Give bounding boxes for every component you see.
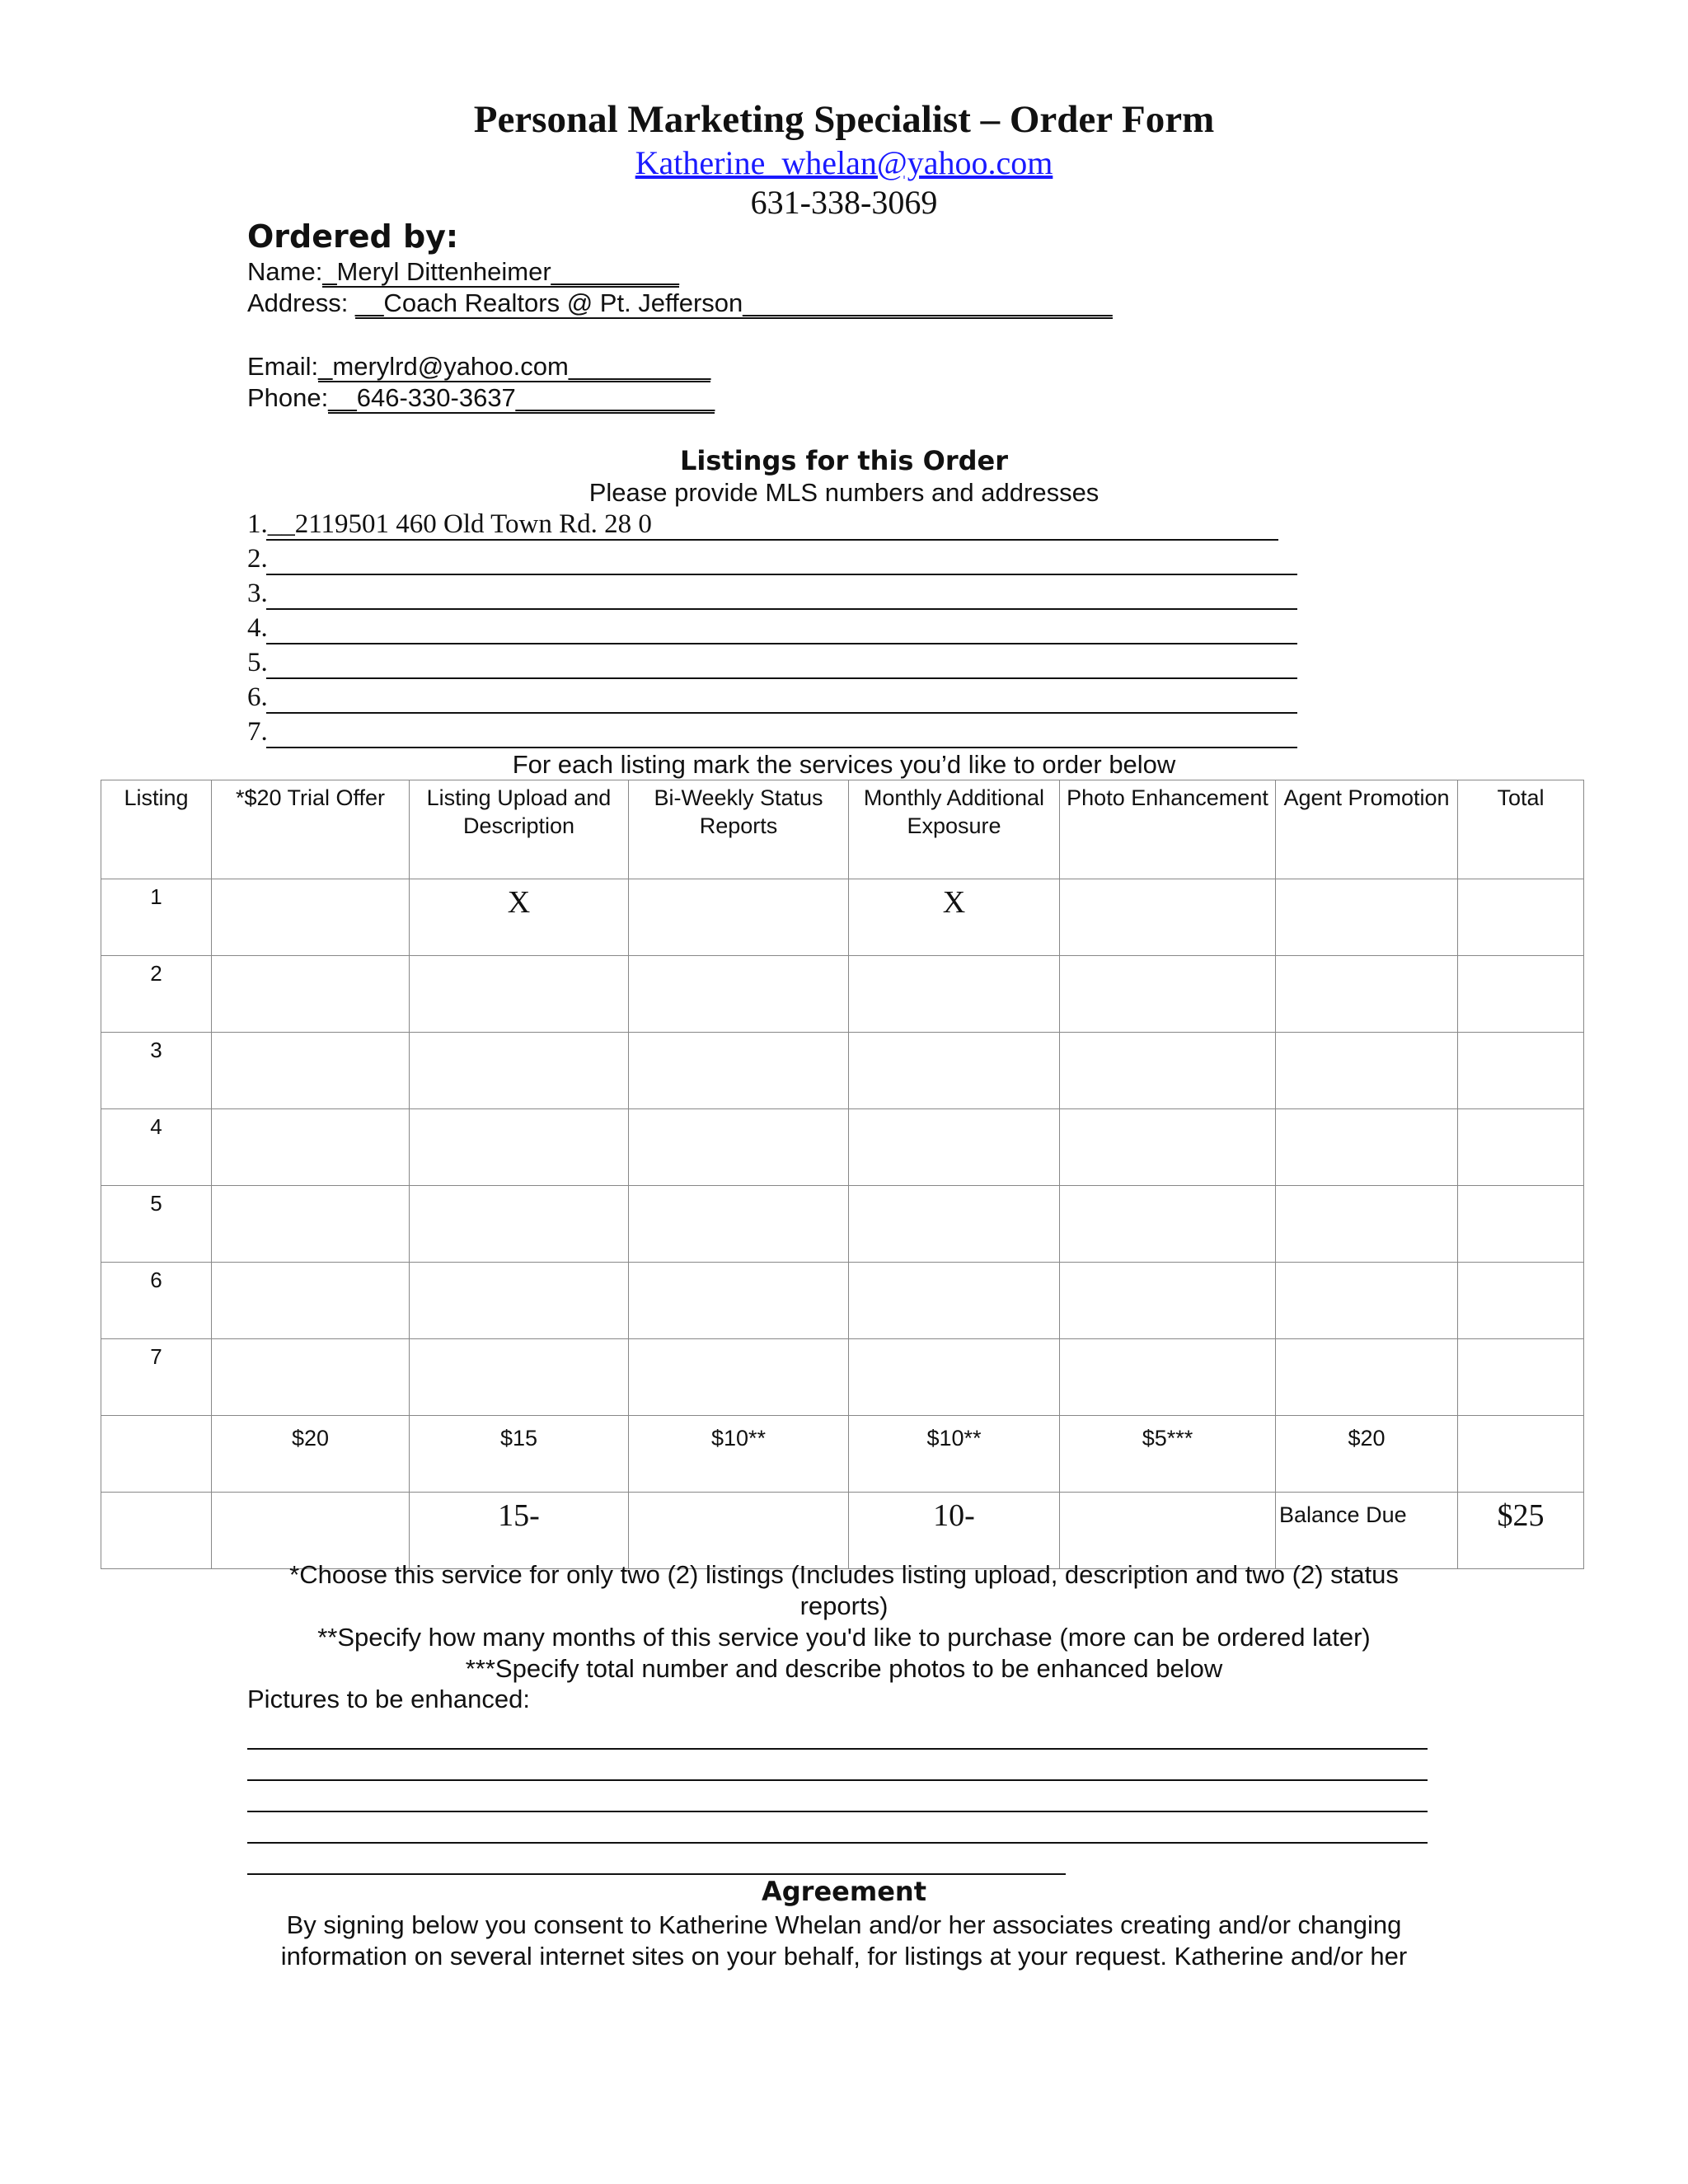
cell-total[interactable] (1458, 1339, 1584, 1416)
listings-heading: Listings for this Order (680, 445, 1008, 476)
cell-photo[interactable] (1060, 879, 1276, 956)
cell-agent[interactable] (1276, 1263, 1458, 1339)
cell-upload[interactable] (410, 1109, 629, 1186)
col-header-listing: Listing (101, 780, 212, 879)
table-row (101, 1109, 1584, 1186)
cell-total[interactable] (1458, 1186, 1584, 1263)
page-title: Personal Marketing Specialist – Order Form (473, 98, 1215, 141)
table-row (101, 1263, 1584, 1339)
cell-agent[interactable] (1276, 1109, 1458, 1186)
listing-line-6: 6. (247, 682, 268, 712)
email-field[interactable]: _merylrd@yahoo.com__________ (318, 352, 711, 381)
pictures-line-3[interactable] (247, 1811, 1428, 1812)
row-listing-number: 4 (101, 1109, 212, 1186)
cell-trial[interactable] (212, 1186, 410, 1263)
row-listing-number: 3 (101, 1033, 212, 1109)
pictures-line-5[interactable] (247, 1873, 1066, 1875)
cell-status[interactable] (629, 1033, 849, 1109)
cell-upload[interactable]: X (410, 879, 629, 956)
col-header-total: Total (1458, 780, 1584, 879)
price-total (1458, 1416, 1584, 1493)
months-note: **Specify how many months of this service you'd like to purchase (more can be ordered later) (317, 1623, 1371, 1652)
cell-exposure[interactable] (849, 1186, 1060, 1263)
phone-row (247, 383, 715, 414)
cell-trial[interactable] (212, 956, 410, 1033)
col-header-status-reports: Bi-Weekly Status Reports (629, 780, 849, 879)
subtotal-status[interactable] (629, 1493, 849, 1569)
row-listing-number: 6 (101, 1263, 212, 1339)
col-header-trial-offer: *$20 Trial Offer (212, 780, 410, 879)
phone-label: Phone: (247, 383, 329, 412)
cell-agent[interactable] (1276, 956, 1458, 1033)
contact-phone: 631-338-3069 (750, 184, 938, 221)
listing-line-2: 2. (247, 544, 268, 574)
balance-due-value[interactable]: $25 (1458, 1493, 1584, 1569)
cell-photo[interactable] (1060, 1263, 1276, 1339)
listing-underline-1 (266, 539, 1278, 541)
table-row (101, 879, 1584, 956)
cell-photo[interactable] (1060, 956, 1276, 1033)
email-label: Email: (247, 352, 319, 381)
cell-status[interactable] (629, 1109, 849, 1186)
cell-status[interactable] (629, 879, 849, 956)
agreement-text-line-2: information on several internet sites on your behalf, for listings at your request. Katherine and/or her (280, 1942, 1408, 1971)
cell-status[interactable] (629, 1263, 849, 1339)
row-listing-number: 7 (101, 1339, 212, 1416)
address-field[interactable]: __Coach Realtors @ Pt. Jefferson__________________________ (354, 288, 1113, 317)
table-row (101, 1339, 1584, 1416)
price-listing-upload: $15 (410, 1416, 629, 1493)
cell-agent[interactable] (1276, 1339, 1458, 1416)
cell-total[interactable] (1458, 956, 1584, 1033)
address-label: Address: (247, 288, 355, 317)
agreement-heading: Agreement (762, 1876, 926, 1907)
cell-agent[interactable] (1276, 1186, 1458, 1263)
cell-exposure[interactable] (849, 1109, 1060, 1186)
listing-underline-5 (266, 677, 1297, 679)
cell-total[interactable] (1458, 1109, 1584, 1186)
row-listing-number: 1 (101, 879, 212, 956)
col-header-photo-enhancement: Photo Enhancement (1060, 780, 1276, 879)
price-additional-exposure: $10** (849, 1416, 1060, 1493)
table-row (101, 1186, 1584, 1263)
balance-due-label: Balance Due (1276, 1493, 1458, 1569)
table-row (101, 956, 1584, 1033)
services-instruction: For each listing mark the services you’d like to order below (512, 750, 1176, 779)
subtotal-exposure[interactable]: 10- (849, 1493, 1060, 1569)
pictures-line-1[interactable] (247, 1748, 1428, 1750)
cell-exposure[interactable] (849, 1033, 1060, 1109)
col-header-listing-upload: Listing Upload and Description (410, 780, 629, 879)
col-header-additional-exposure: Monthly Additional Exposure (849, 780, 1060, 879)
cell-exposure[interactable] (849, 956, 1060, 1033)
price-trial-offer: $20 (212, 1416, 410, 1493)
contact-email-link[interactable]: Katherine_whelan@yahoo.com (635, 144, 1053, 181)
cell-trial[interactable] (212, 1033, 410, 1109)
pictures-line-2[interactable] (247, 1779, 1428, 1781)
listing-line-4: 4. (247, 613, 268, 643)
cell-total[interactable] (1458, 1033, 1584, 1109)
listing-underline-6 (266, 712, 1297, 714)
row-listing-number: 5 (101, 1186, 212, 1263)
cell-upload[interactable] (410, 1263, 629, 1339)
cell-photo[interactable] (1060, 1186, 1276, 1263)
photos-note: ***Specify total number and describe photos to be enhanced below (465, 1654, 1223, 1683)
pictures-line-4[interactable] (247, 1842, 1428, 1844)
trial-note-line-1: *Choose this service for only two (2) listings (Includes listing upload, description and two (2) status (289, 1560, 1399, 1589)
price-cell (101, 1416, 212, 1493)
cell-exposure[interactable] (849, 1339, 1060, 1416)
listing-underline-2 (266, 574, 1297, 575)
agreement-text-line-1: By signing below you consent to Katherine Whelan and/or her associates creating and/or changing (286, 1910, 1402, 1939)
address-row (247, 288, 1113, 319)
cell-upload[interactable] (410, 956, 629, 1033)
cell-total[interactable] (1458, 1263, 1584, 1339)
name-row (247, 257, 679, 288)
email-row (247, 352, 710, 382)
price-status-reports: $10** (629, 1416, 849, 1493)
name-field[interactable]: _Meryl Dittenheimer_________ (322, 257, 679, 286)
cell-trial[interactable] (212, 1339, 410, 1416)
subtotal-upload[interactable]: 15- (410, 1493, 629, 1569)
listing-underline-7 (266, 747, 1297, 748)
ordered-by-heading: Ordered by: (247, 218, 459, 255)
pictures-label: Pictures to be enhanced: (247, 1685, 530, 1713)
subtotal-trial[interactable] (212, 1493, 410, 1569)
price-agent-promotion: $20 (1276, 1416, 1458, 1493)
cell-status[interactable] (629, 1186, 849, 1263)
cell-total[interactable] (1458, 879, 1584, 956)
listing-line-5: 5. (247, 648, 268, 677)
cell-photo[interactable] (1060, 1109, 1276, 1186)
cell-trial[interactable] (212, 879, 410, 956)
listing-line-7: 7. (247, 717, 268, 747)
cell-status[interactable] (629, 1339, 849, 1416)
cell-agent[interactable] (1276, 879, 1458, 956)
cell-upload[interactable] (410, 1033, 629, 1109)
cell-upload[interactable] (410, 1339, 629, 1416)
cell-trial[interactable] (212, 1263, 410, 1339)
col-header-agent-promotion: Agent Promotion (1276, 780, 1458, 879)
listing-line-1: 1.__2119501 460 Old Town Rd. 28 0 (247, 509, 652, 539)
table-header-row (101, 780, 1584, 879)
listing-underline-3 (266, 608, 1297, 610)
listing-field-1[interactable]: __2119501 460 Old Town Rd. 28 0 (267, 509, 652, 539)
cell-photo[interactable] (1060, 1339, 1276, 1416)
trial-note-line-2: reports) (799, 1591, 889, 1620)
cell-upload[interactable] (410, 1186, 629, 1263)
subtotal-cell[interactable] (101, 1493, 212, 1569)
cell-exposure[interactable]: X (849, 879, 1060, 956)
cell-photo[interactable] (1060, 1033, 1276, 1109)
subtotal-row (101, 1493, 1584, 1569)
subtotal-photo[interactable] (1060, 1493, 1276, 1569)
cell-status[interactable] (629, 956, 849, 1033)
listing-underline-4 (266, 643, 1297, 644)
listings-subheading: Please provide MLS numbers and addresses (588, 478, 1100, 507)
row-listing-number: 2 (101, 956, 212, 1033)
cell-exposure[interactable] (849, 1263, 1060, 1339)
services-table (101, 780, 1584, 1569)
name-label: Name: (247, 257, 323, 286)
table-row (101, 1033, 1584, 1109)
cell-trial[interactable] (212, 1109, 410, 1186)
phone-field[interactable]: __646-330-3637______________ (328, 383, 715, 412)
cell-agent[interactable] (1276, 1033, 1458, 1109)
price-row (101, 1416, 1584, 1493)
listing-line-3: 3. (247, 579, 268, 608)
price-photo-enhancement: $5*** (1060, 1416, 1276, 1493)
